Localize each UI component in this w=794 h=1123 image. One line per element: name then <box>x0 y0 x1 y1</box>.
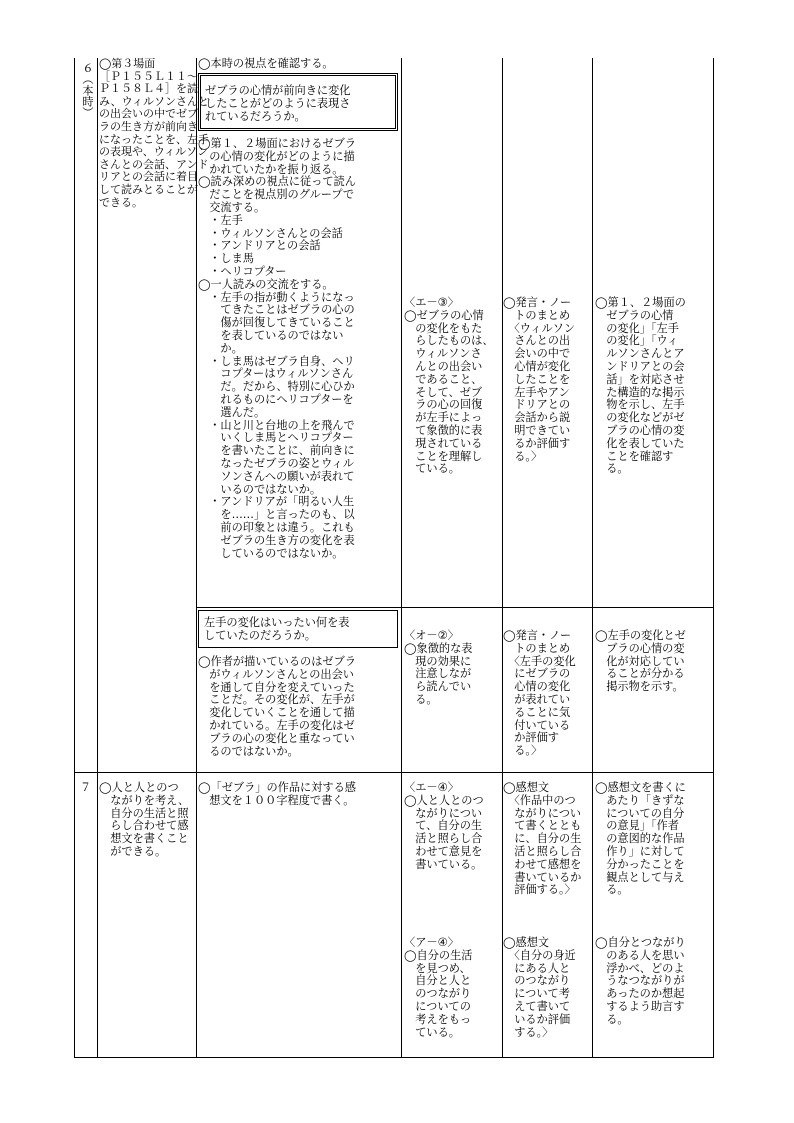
evaluation-method: ◯発言・ノー トのまとめ 〈左手の変化 にゼブラの 心情の変化 が表れてい ることに気 付いている か評価す る。〉 <box>503 629 576 758</box>
support-note: ◯感想文を書くに あたり「きずな についての自分 の意見」「作者 の意図的な作品 作り」に対して 分かったことを 観点として与え る。 <box>595 781 686 897</box>
evaluation-criteria: 〈ア－④〉 ◯自分の生活 を見つめ、 自分と人と のつながり についての 考えをもっ ている。 <box>404 936 473 1039</box>
lesson-content: ◯人と人とのつ ながりを考え、 自分の生活と照 らし合わせて感 想文を書くこと ができる。 <box>99 781 190 858</box>
evaluation-method: ◯感想文 〈自分の身近 にある人と のつながり について考 えて書いて いるか評価 する。〉 <box>503 936 576 1039</box>
column-divider <box>502 58 503 1057</box>
activity-text: ◯作者が描いているのはゼブラ がウィルソンさんとの出会い を通して自分を変えていった ことだ。その変化が、左手が 変化していくことを通して描 かれている。左手の変化はゼ ブラの心の変化と重なってい るのではないか。 <box>198 655 356 758</box>
activity-text: ◯本時の視点を確認する。 <box>198 57 334 70</box>
column-divider <box>592 58 593 1057</box>
evaluation-method: ◯感想文 〈作品中のつ ながりについ て書くととも に、自分の生 活と照らし合 わせて感想を 書いているか 評価する。〉 <box>503 781 582 897</box>
evaluation-method: ◯発言・ノー トのまとめ 〈ウィルソン さんとの出 会いの中で 心情が変化 したことを 左手やアン ドリアとの 会話から説 明できてい るか評価す る。〉 <box>503 296 576 463</box>
question-text: 左手の変化はいったい何を表 していたのだろうか。 <box>204 616 350 642</box>
section-divider <box>196 607 713 608</box>
evaluation-criteria: 〈オ－②〉 ◯象徴的な表 現の効果に 注意しなが ら読んでい る。 <box>404 629 473 706</box>
evaluation-criteria: 〈エ－④〉 ◯人と人とのつ ながりについ て、自分の生 活と照らし合 わせて意見を 書いている。 <box>404 781 484 871</box>
period-label: ７ <box>80 781 92 794</box>
support-note: ◯自分とつながり のある人を思い 浮かべ、どのよ うなつながりが あったのか想起 するよう助言す る。 <box>595 936 686 1026</box>
lesson-content: ◯第３場面 ［Ｐ１５５Ｌ１１～ Ｐ１５８Ｌ４］を読 み、ウィルソンさんと の出会いの中でゼブ ラの生き方が前向き になったことを、左手 の表現や、ウィルソン さんとの会話、アンド リアとの会話に着目 して読みとることが できる。 <box>99 57 209 209</box>
support-note: ◯第１、２場面の ゼブラの心情 の変化」「左手 の変化」「ウィ ルソンさんとア ンドリアとの会 話」を対応させ た構造的な掲示 物を示し、左手 の変化などがゼ ブラの心情の変 化を表していた ことを確認す る。 <box>595 296 686 476</box>
row-divider <box>75 772 713 773</box>
column-divider <box>97 58 98 1057</box>
activity-text: ◯第１、２場面におけるゼブラ の心情の変化がどのように描 かれていたかを振り返る。 ◯読み深めの視点に従って読ん だことを視点別のグループで 交流する。 ・左手 ・ウィルソンさんとの会話 ・アンドリアとの会話 ・しま馬 ・ヘリコプター ◯一人読みの交流をする。 ・左手の指が動くようになっ てきたことはゼブラの心の 傷が回復してきていること を表しているのではない か。 ・しま馬はゼブラ自身、ヘリ コプターはウィルソンさん だ。だから、特別に心ひか れるものにヘリコプターを 選んだ。 ・山と川と台地の上を飛んで いくしま馬とヘリコプター を書いたことに、前向きに なったゼブラの姿とウィル ソンさんへの願いが表れて いるのではないか。 ・アンドリアが「明るい人生 を……」と言ったのも、以 前の印象とは違う。これも ゼブラの生き方の変化を表 しているのではないか。 <box>198 137 356 560</box>
support-note: ◯左手の変化とゼ ブラの心情の変 化が対応してい ることが分かる 掲示物を示す。 <box>595 629 686 694</box>
activity-text: ◯「ゼブラ」の作品に対する感 想文を１００字程度で書く。 <box>198 781 356 807</box>
key-question-text: ゼブラの心情が前向きに変化 したことがどのように表現さ れているだろうか。 <box>205 84 351 123</box>
period-label: ６（本時） <box>81 62 94 118</box>
evaluation-criteria: 〈エ－③〉 ◯ゼブラの心情 の変化をもた らしたものは、 ウィルソンさ んとの出会い であること、 そして、ゼブ ラの心の回復 が左手によっ て象徴的に表 現されている ことを理解し ている。 <box>404 296 494 476</box>
column-divider <box>401 58 402 1057</box>
